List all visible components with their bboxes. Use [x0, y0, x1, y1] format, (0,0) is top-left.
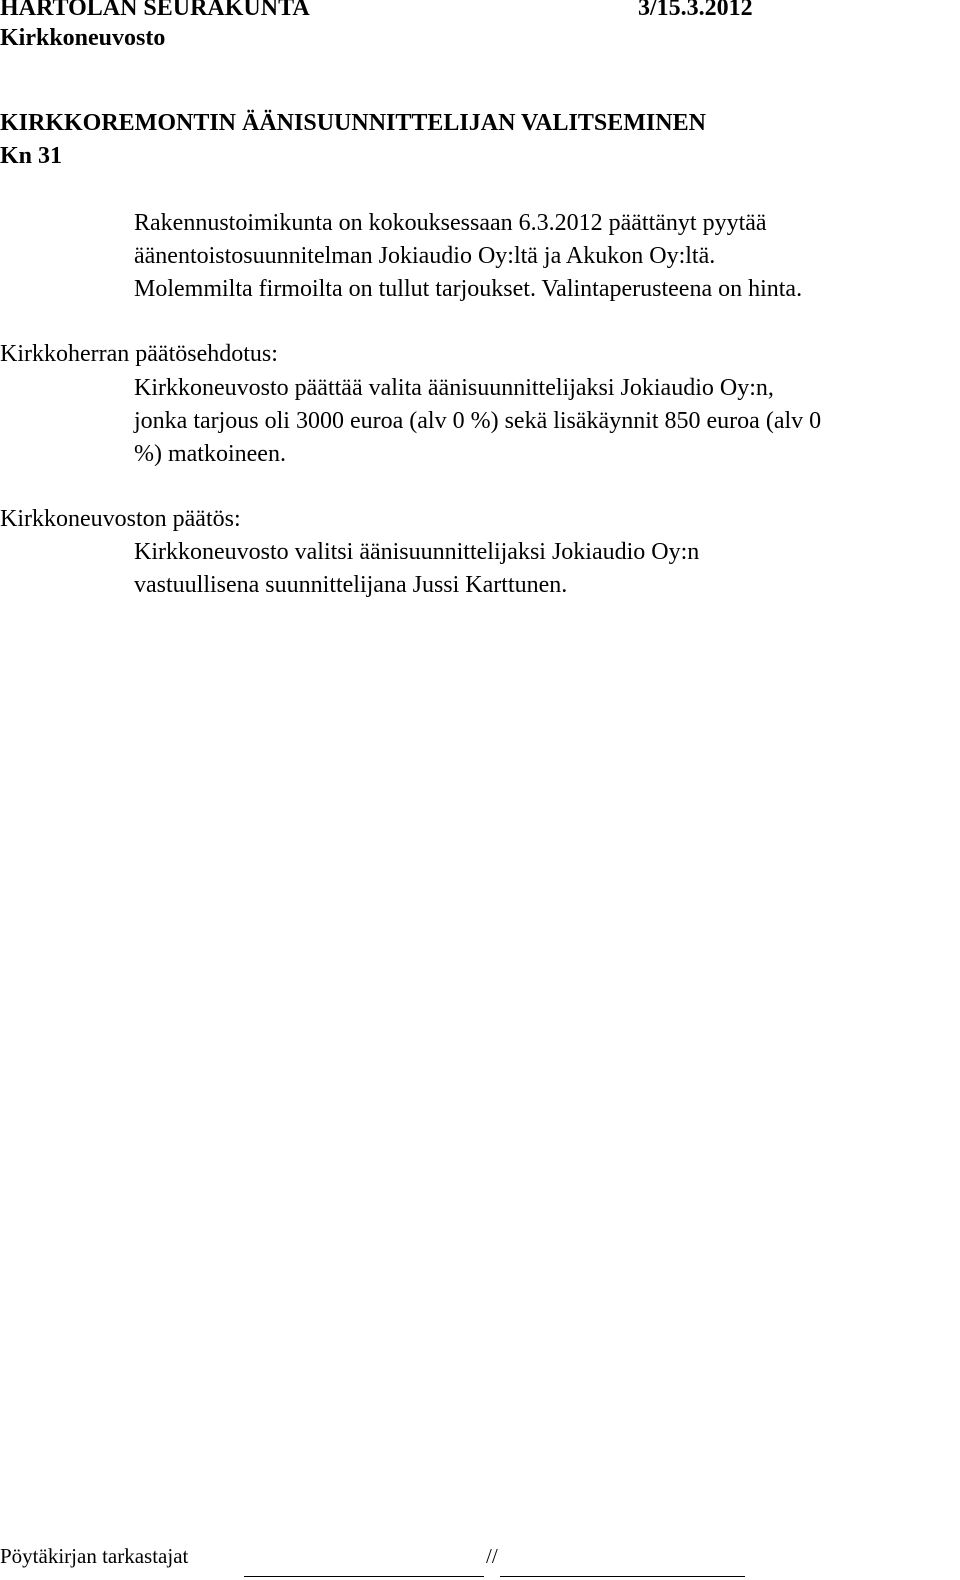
decision-line: vastuullisena suunnittelijana Jussi Karttunen. [134, 572, 568, 598]
signature-line-2 [500, 1576, 745, 1577]
body-name: Kirkkoneuvosto [0, 25, 166, 51]
page-date: 3/15.3.2012 [638, 0, 753, 21]
proposal-line: %) matkoineen. [134, 441, 286, 467]
section-number: Kn 31 [0, 143, 63, 169]
proposal-line: jonka tarjous oli 3000 euroa (alv 0 %) sekä lisäkäynnit 850 euroa (alv 0 [134, 408, 822, 434]
intro-line: Rakennustoimikunta on kokouksessaan 6.3.2012 päättänyt pyytää [134, 210, 767, 236]
proposal-line: Kirkkoneuvosto päättää valita äänisuunnittelijaksi Jokiaudio Oy:n, [134, 375, 774, 401]
organization-name: HARTOLAN SEURAKUNTA [0, 0, 310, 21]
intro-line: äänentoistosuunnitelman Jokiaudio Oy:ltä ja Akukon Oy:ltä. [134, 243, 716, 269]
decision-paragraph [134, 536, 954, 602]
signature-separator: // [486, 1544, 498, 1568]
decision-label: Kirkkoneuvoston päätös: [0, 506, 241, 532]
intro-line: Molemmilta firmoilta on tullut tarjoukset. Valintaperusteena on hinta. [134, 276, 803, 302]
proposal-paragraph [134, 372, 954, 471]
decision-line: Kirkkoneuvosto valitsi äänisuunnittelijaksi Jokiaudio Oy:n [134, 539, 700, 565]
signature-line-1 [244, 1576, 484, 1577]
section-title: KIRKKOREMONTIN ÄÄNISUUNNITTELIJAN VALITSEMINEN [0, 110, 706, 136]
intro-paragraph [134, 207, 954, 306]
proposal-label: Kirkkoherran päätösehdotus: [0, 341, 278, 367]
footer-label: Pöytäkirjan tarkastajat [0, 1544, 189, 1568]
